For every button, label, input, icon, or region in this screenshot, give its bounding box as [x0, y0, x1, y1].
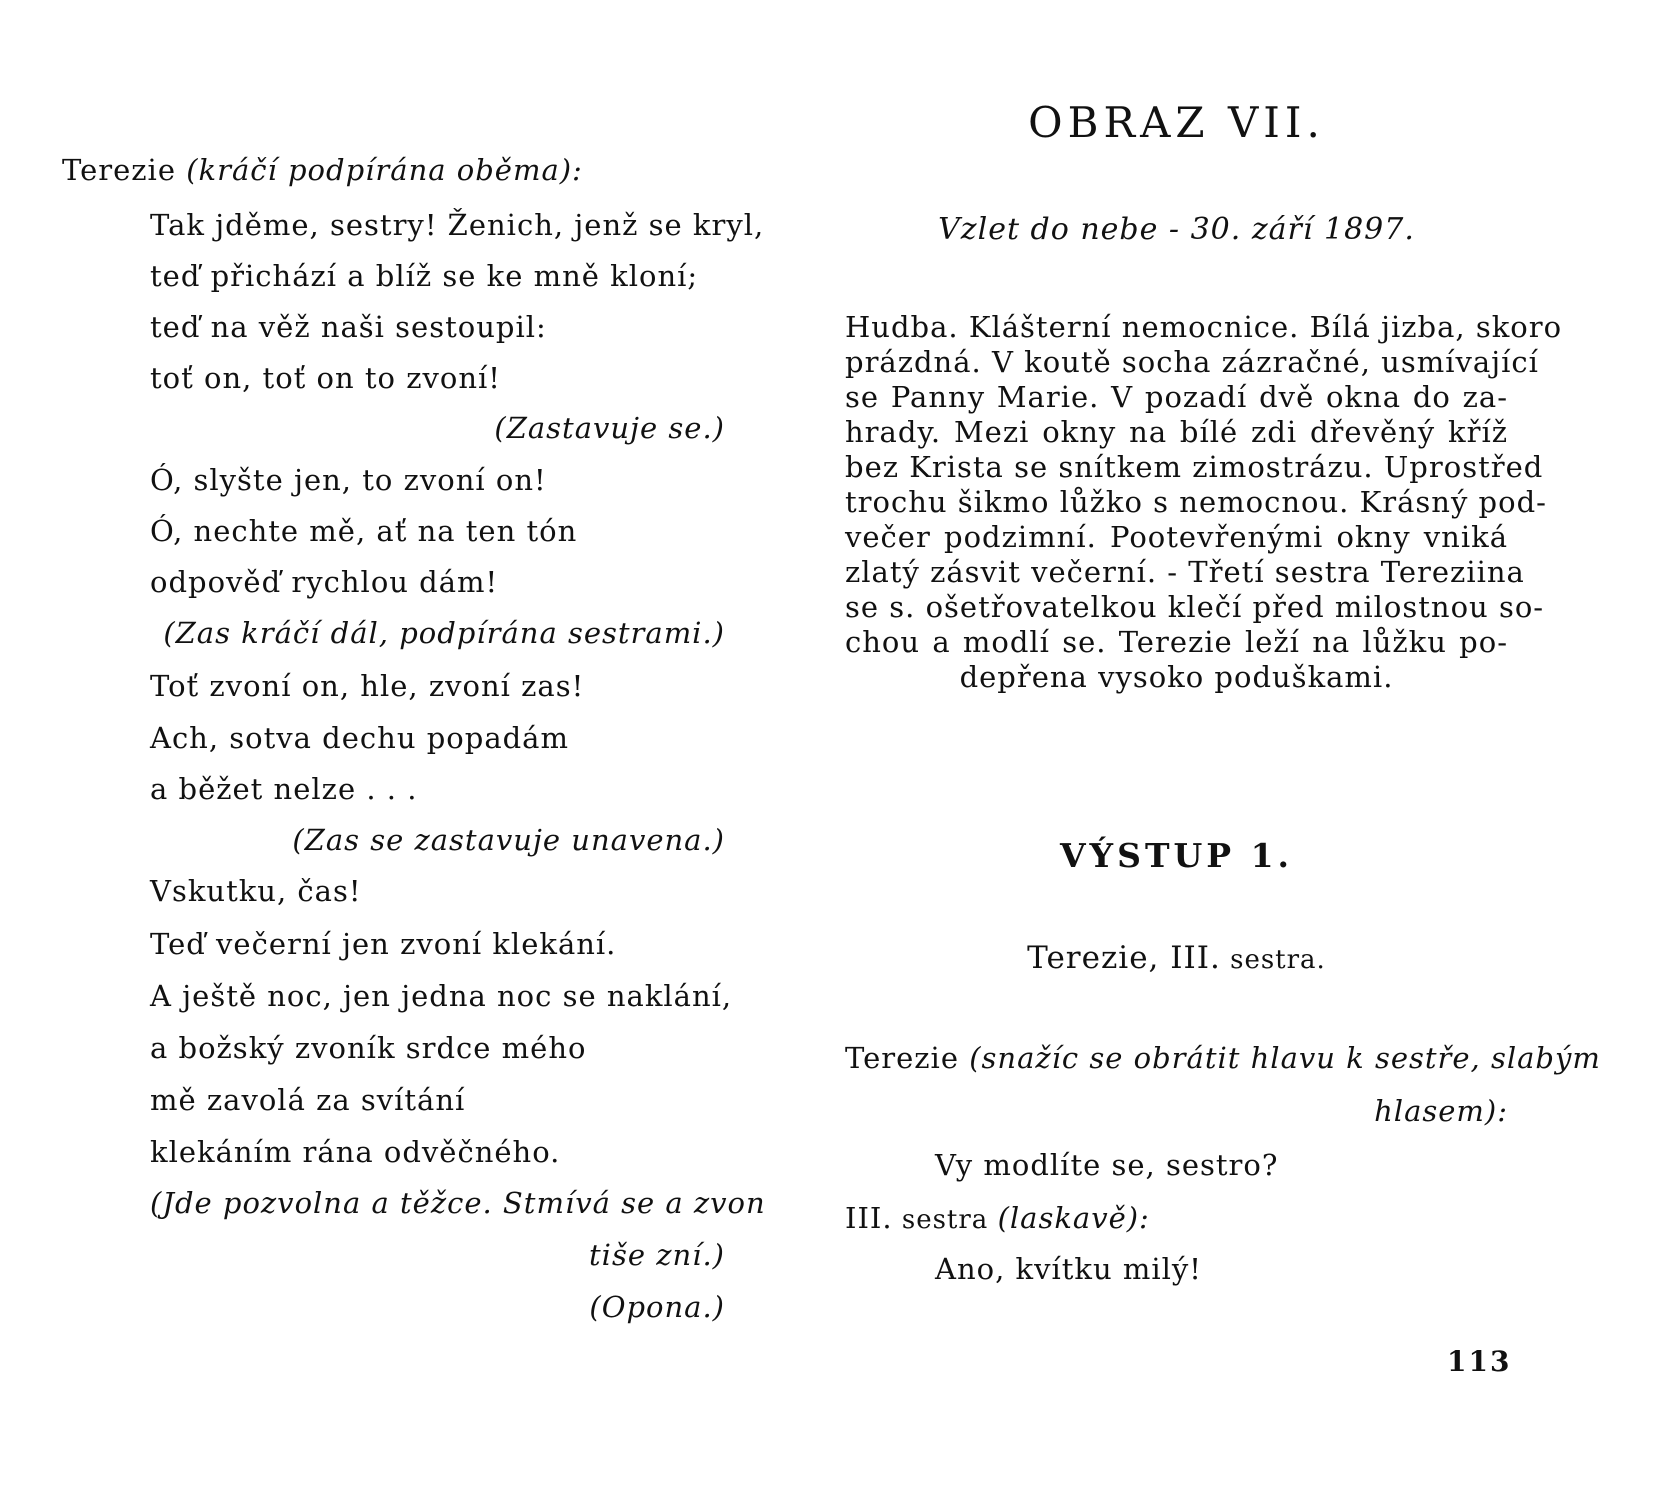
verse-line: a božský zvoník srdce mého [150, 1031, 587, 1065]
verse-line: teď přichází a blíž se ke mně kloní; [150, 259, 699, 293]
verse-line: Teď večerní jen zvoní klekání. [150, 927, 617, 961]
stage-direction: (Zas se zastavuje unavena.) [292, 823, 725, 857]
verse-line: mě zavolá za svítání [150, 1083, 466, 1117]
verse-line: Ó, nechte mě, ať na ten tón [150, 514, 578, 548]
stage-direction: (kráčí podpírána oběma): [186, 153, 583, 187]
stage-direction: (Zastavuje se.) [494, 411, 725, 445]
scene-heading: VÝSTUP 1. [1059, 836, 1294, 875]
description-line: bez Krista se snítkem zimostrázu. Uprostřed [845, 450, 1544, 484]
speaker-name: III. [845, 1201, 893, 1235]
speaker-line [62, 152, 583, 188]
description-line: hrady. Mezi okny na bílé zdi dřevěný kříž [845, 415, 1508, 449]
description-line: chou a modlí se. Terezie leží na lůžku po- [845, 625, 1508, 659]
speaker-name: Terezie [845, 1041, 959, 1075]
characters-names: Terezie, III. [1027, 940, 1221, 976]
description-line: trochu šikmo lůžko s nemocnou. Krásný pod- [845, 485, 1547, 519]
verse-line: Vy modlíte se, sestro? [935, 1148, 1279, 1182]
characters-suffix: sestra. [1220, 945, 1326, 975]
speaker-name-suffix: sestra [892, 1205, 998, 1235]
act-subtitle: Vzlet do nebe - 30. září 1897. [938, 212, 1415, 247]
verse-line: Tak jděme, sestry! Ženich, jenž se kryl, [150, 208, 765, 242]
verse-line: Vskutku, čas! [150, 874, 362, 908]
stage-direction: hlasem): [1374, 1094, 1508, 1128]
description-line: se s. ošetřovatelkou klečí před milostnou so- [845, 590, 1545, 624]
description-line: večer podzimní. Pootevřenými okny vniká [845, 520, 1508, 554]
speaker-line [845, 1200, 1150, 1238]
curtain-direction: (Opona.) [589, 1290, 725, 1324]
verse-line: Ó, slyšte jen, to zvoní on! [150, 463, 547, 497]
stage-direction: (Jde pozvolna a těžce. Stmívá se a zvon [150, 1186, 766, 1220]
characters-line [845, 940, 1508, 978]
description-line: depřena vysoko poduškami. [959, 660, 1394, 694]
verse-line: teď na věž naši sestoupil: [150, 310, 547, 344]
verse-line: Ano, kvítku milý! [935, 1252, 1202, 1286]
verse-line: Ach, sotva dechu popadám [150, 721, 569, 755]
verse-line: A ještě noc, jen jedna noc se naklání, [150, 979, 733, 1013]
description-line: se Panny Marie. V pozadí dvě okna do za- [845, 380, 1508, 414]
description-line: zlatý zásvit večerní. - Třetí sestra Tereziina [845, 555, 1525, 589]
verse-line: toť on, toť on to zvoní! [150, 361, 501, 395]
verse-line: klekáním rána odvěčného. [150, 1135, 561, 1169]
stage-direction: (snažíc se obrátit hlavu k sestře, slabým [969, 1041, 1601, 1075]
right-page [827, 0, 1654, 1500]
stage-direction: (Zas kráčí dál, podpírána sestrami.) [163, 616, 725, 650]
page-number: 113 [1447, 1345, 1512, 1378]
description-line: Hudba. Klášterní nemocnice. Bílá jizba, skoro [845, 310, 1563, 344]
speaker-line [845, 1040, 1601, 1076]
stage-direction: (laskavě): [997, 1201, 1150, 1235]
description-line: prázdná. V koutě socha zázračné, usmívající [845, 345, 1539, 379]
speaker-name: Terezie [62, 153, 176, 187]
verse-line: odpověď rychlou dám! [150, 565, 499, 599]
stage-direction: tiše zní.) [589, 1238, 725, 1272]
verse-line: Toť zvoní on, hle, zvoní zas! [150, 669, 585, 703]
verse-line: a běžet nelze . . . [150, 772, 418, 806]
act-heading: OBRAZ VII. [1028, 98, 1325, 147]
